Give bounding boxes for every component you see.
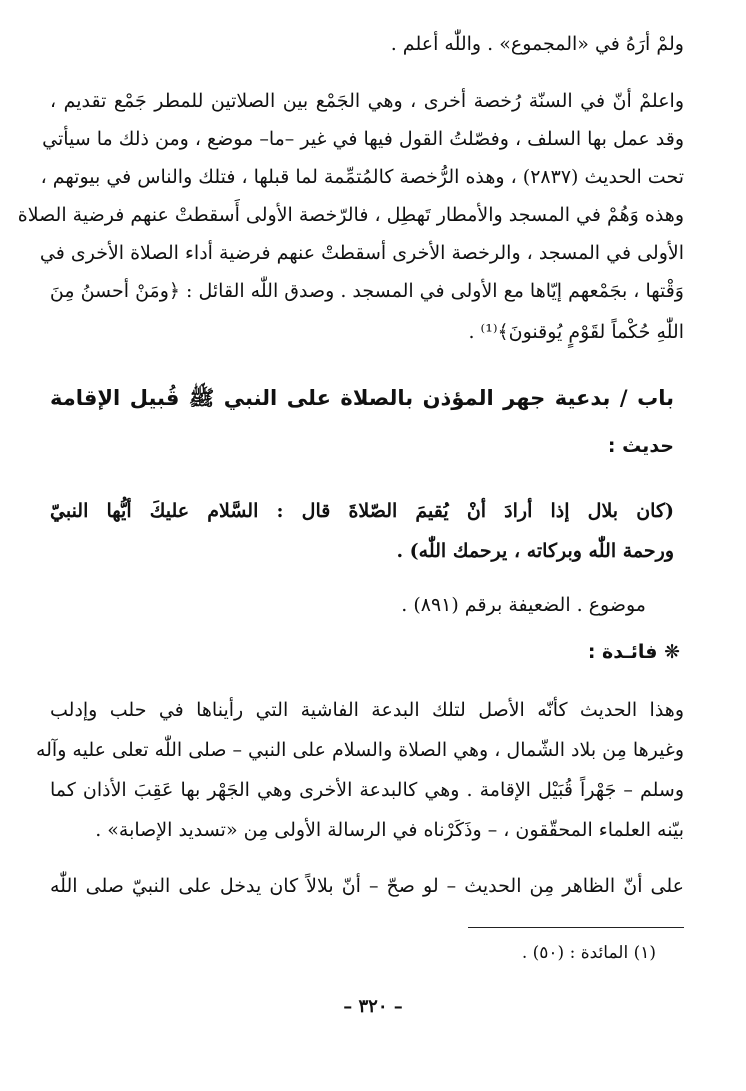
hadith-grading: موضوع . الضعيفة برقم (٨٩١) . bbox=[401, 594, 646, 616]
text-line: تحت الحديث (٢٨٣٧) ، وهذه الرُّخصة كالمُتمِّمة لما قبلها ، فتلك والناس في بيوتهم ، bbox=[40, 166, 684, 188]
hadith-text-line: (كان بلال إذا أرادَ أنْ يُقيمَ الصّلاةَ قال : السَّلام عليكَ أيُّها النبيّ bbox=[50, 500, 674, 522]
page-number: – ٣٢٠ – bbox=[343, 996, 403, 1017]
text-line: وَقْتها ، بجَمْعهم إيّاها مع الأولى في المسجد . وصدق اللّٰه القائل : ﴿ومَنْ أحسنُ مِنَ bbox=[49, 280, 684, 302]
text-line: بيّنه العلماء المحقّقون ، – وذَكَرْناه في الرسالة الأولى مِن «تسديد الإصابة» . bbox=[95, 819, 684, 841]
text-line: على أنّ الظاهر مِن الحديث – لو صحّ – أنّ بلالاً كان يدخل على النبيّ صلى اللّٰه bbox=[50, 875, 684, 897]
text-line: وهذه وَهُمْ في المسجد والأمطار تَهطِل ، فالرّخصة الأولى أَسقطتْ عنهم فرضية الصلاة bbox=[17, 204, 684, 226]
hadith-text-line: ورحمة اللّٰه وبركاته ، يرحمك اللّٰه) . bbox=[396, 540, 674, 562]
footnote: (١) المائدة : (٥٠) . bbox=[521, 943, 656, 963]
text-line: ولمْ أرَهُ في «المجموع» . واللّٰه أعلم . bbox=[390, 33, 684, 55]
text-line: وقد عمل بها السلف ، وفصّلتُ القول فيها في غير –ما– موضع ، ومن ذلك ما سيأتي bbox=[42, 128, 684, 150]
hadith-label: حديث : bbox=[607, 435, 674, 457]
chapter-heading: باب / بدعية جهر المؤذن بالصلاة على النبي ﷺ قُبيل الإقامة bbox=[50, 386, 674, 410]
text-line: الأولى في المسجد ، والرخصة الأخرى أسقطتْ عنهم فرضية أداء الصلاة الأخرى في bbox=[39, 242, 684, 264]
benefit-label: ❋ فائـدة : bbox=[587, 641, 680, 663]
text-line: وغيرها مِن بلاد الشّمال ، وهي الصلاة والسلام على النبي – صلى اللّٰه تعلى عليه وآله bbox=[35, 739, 684, 761]
text-line: وسلم – جَهْراً قُبَيْل الإقامة . وهي كالبدعة الأخرى وهي الجَهْر بها عَقِبَ الأذان كما bbox=[50, 779, 684, 801]
text-line: اللّٰهِ حُكْماً لقَوْمٍ يُوقنونَ﴾⁽¹⁾ . bbox=[468, 321, 684, 343]
text-line: وهذا الحديث كأنّه الأصل لتلك البدعة الفاشية التي رأيناها في حلب وإدلب bbox=[50, 699, 684, 721]
text-line: واعلمْ أنّ في السنّة رُخصة أخرى ، وهي الجَمْع بين الصلاتين للمطر جَمْع تقديم ، bbox=[50, 90, 684, 112]
footnote-divider bbox=[468, 927, 684, 928]
